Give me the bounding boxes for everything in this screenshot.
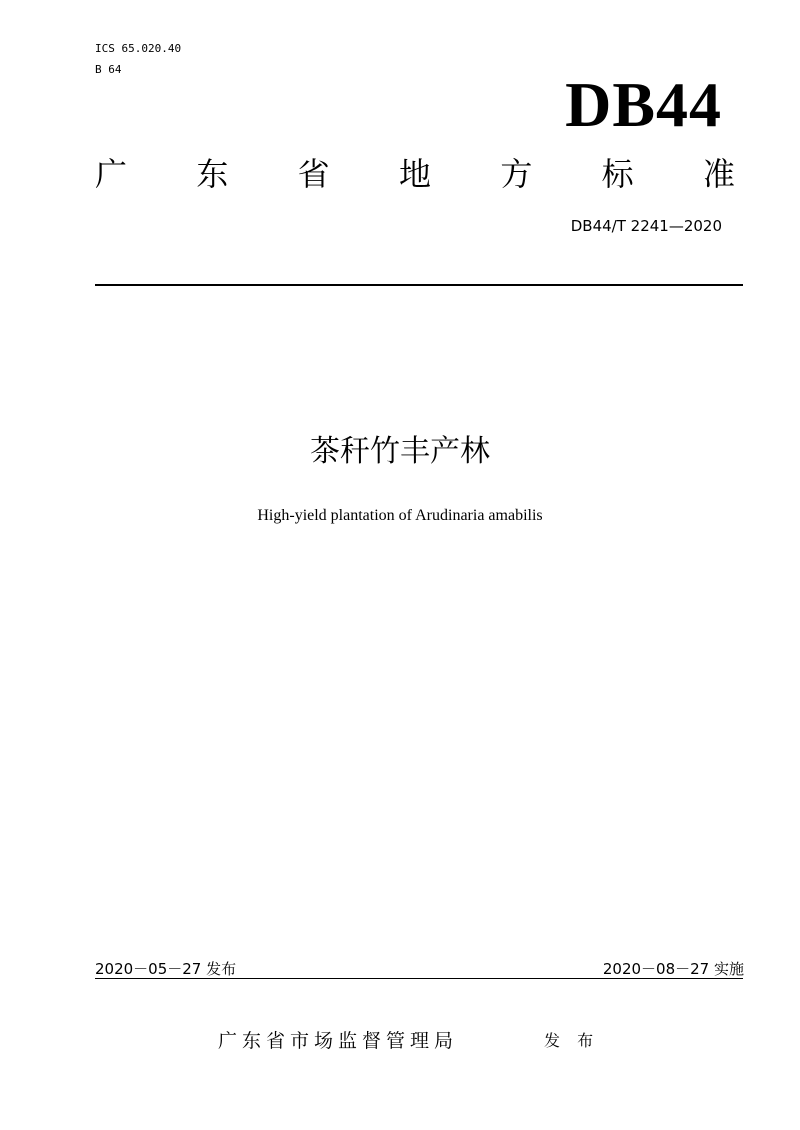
heading-char-6: 标 (601, 155, 634, 193)
issuing-authority: 广东省市场监督管理局 (218, 1030, 459, 1052)
heading-char-4: 地 (398, 155, 431, 193)
heading-char-1: 广 (95, 155, 128, 193)
heading-char-2: 东 (196, 155, 229, 193)
footer-divider (95, 978, 743, 979)
header-divider (95, 284, 743, 286)
standard-number: DB44/T 2241—2020 (570, 217, 722, 235)
standard-category-heading (95, 152, 735, 196)
implementation-date: 2020－08－27 实施 (602, 960, 744, 978)
ics-code: ICS 65.020.40 (95, 42, 182, 55)
issue-label: 发 布 (544, 1031, 600, 1050)
heading-char-7: 准 (702, 155, 735, 193)
issue-date: 2020－05－27 发布 (95, 960, 237, 978)
ccs-code: B 64 (95, 63, 122, 76)
heading-char-3: 省 (297, 155, 330, 193)
document-title-en: High-yield plantation of Arudinaria amabilis (257, 507, 543, 524)
document-title-zh: 茶秆竹丰产林 (310, 434, 490, 469)
heading-char-5: 方 (500, 155, 533, 193)
db-code-logo: DB44 (565, 69, 722, 140)
